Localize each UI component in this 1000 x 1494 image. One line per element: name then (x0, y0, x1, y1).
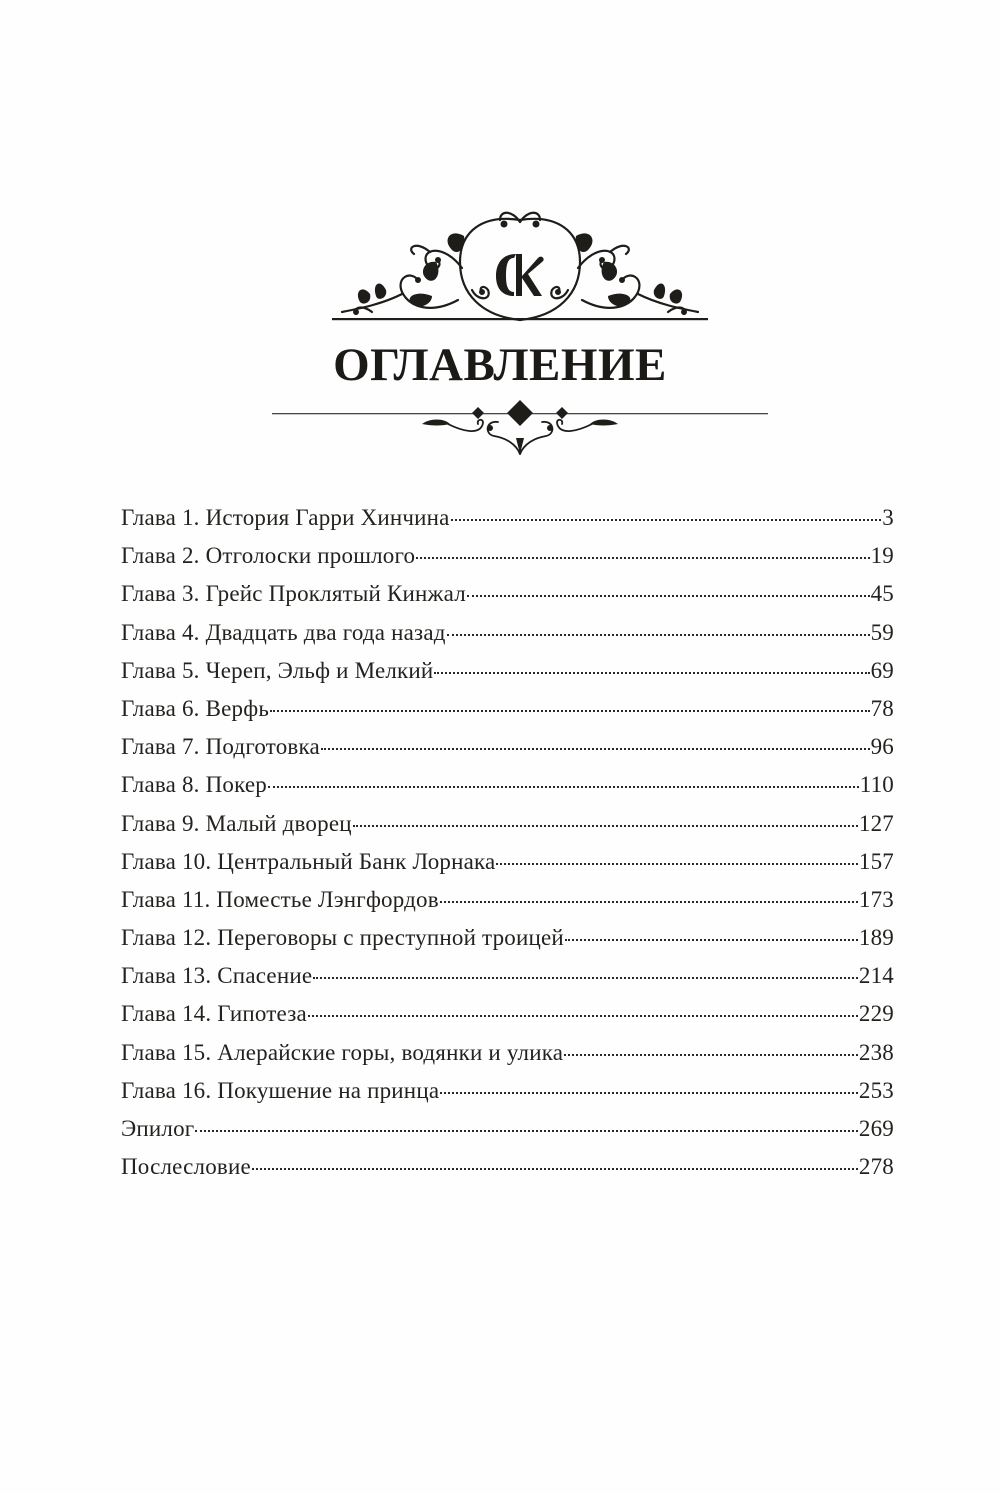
dot-leader (496, 863, 857, 865)
toc-entry[interactable] (121, 849, 894, 887)
toc-entry[interactable] (121, 1154, 894, 1192)
dot-leader (447, 634, 870, 636)
toc-entry-page: 59 (870, 619, 894, 645)
toc-entry-page: 278 (858, 1154, 894, 1180)
dot-leader (195, 1130, 857, 1132)
toc-entry-title: Глава 13. Спасение (121, 963, 313, 989)
toc-entry-title: Глава 3. Грейс Проклятый Кинжал (121, 581, 466, 607)
toc-entry-title: Глава 2. Отголоски прошлого (121, 543, 416, 569)
toc-entry-title: Глава 12. Переговоры с преступной троицей (121, 925, 564, 951)
toc-entry-page: 157 (858, 848, 894, 874)
dot-leader (313, 977, 858, 979)
dot-leader (268, 786, 859, 788)
page-title: ОГЛАВЛЕНИЕ (333, 339, 667, 391)
toc-entry[interactable] (121, 772, 894, 810)
toc-entry-page: 45 (870, 581, 894, 607)
dot-leader (252, 1168, 858, 1170)
ornament-emblem-icon (332, 204, 708, 326)
toc-entry[interactable] (121, 620, 894, 658)
toc-entry[interactable] (121, 543, 894, 581)
toc-entry-page: 173 (858, 886, 894, 912)
toc-entry-title: Глава 1. История Гарри Хинчина (121, 505, 450, 530)
toc-entry-page: 96 (870, 734, 894, 760)
dot-leader (564, 1054, 858, 1056)
toc-entry-title: Послесловие (121, 1154, 251, 1180)
toc-entry-title: Глава 6. Верфь (121, 695, 270, 721)
toc-entry[interactable] (121, 1001, 894, 1039)
toc-entry[interactable] (121, 925, 894, 963)
toc-entry[interactable] (121, 1040, 894, 1078)
toc-entry[interactable] (121, 1078, 894, 1116)
dot-leader (353, 825, 858, 827)
dot-leader (308, 1015, 858, 1017)
toc-entry-page: 110 (859, 772, 894, 798)
toc-entry[interactable] (121, 658, 894, 696)
dot-leader (321, 748, 870, 750)
toc-entry-title: Глава 14. Гипотеза (121, 1001, 307, 1027)
toc-entry[interactable] (121, 581, 894, 619)
toc-entry-title: Глава 7. Подготовка (121, 734, 320, 760)
dot-leader (440, 901, 858, 903)
dot-leader (451, 519, 882, 521)
toc-entry[interactable] (121, 734, 894, 772)
toc-entry[interactable] (121, 963, 894, 1001)
toc-entry-page: 229 (858, 1001, 894, 1027)
dot-leader (440, 1092, 858, 1094)
toc-entry-title: Глава 8. Покер (121, 772, 267, 798)
toc-entry-page: 189 (858, 925, 894, 951)
toc-entry-title: Глава 9. Малый дворец (121, 810, 352, 836)
toc-entry-title: Эпилог (121, 1116, 195, 1141)
toc-entry-title: Глава 5. Череп, Эльф и Мелкий (121, 657, 434, 683)
toc-entry-page: 3 (882, 505, 894, 530)
toc-entry[interactable] (121, 811, 894, 849)
toc-entry-page: 78 (870, 695, 894, 721)
toc-entry-page: 127 (858, 810, 894, 836)
table-of-contents (121, 505, 894, 1192)
toc-entry-title: Глава 4. Двадцать два года назад (121, 619, 446, 645)
toc-entry-page: 253 (858, 1077, 894, 1103)
toc-entry-title: Глава 15. Алерайские горы, водянки и улика (121, 1039, 564, 1065)
toc-entry[interactable] (121, 1116, 894, 1154)
dot-leader (416, 557, 869, 559)
toc-entry-page: 238 (858, 1039, 894, 1065)
dot-leader (467, 595, 870, 597)
toc-entry-title: Глава 16. Покушение на принца (121, 1077, 440, 1103)
toc-entry-page: 19 (870, 543, 894, 569)
toc-entry-title: Глава 10. Центральный Банк Лорнака (121, 848, 496, 874)
toc-entry[interactable] (121, 696, 894, 734)
toc-entry-page: 214 (858, 963, 894, 989)
toc-entry[interactable] (121, 505, 894, 543)
divider-ornament-icon (272, 394, 768, 456)
toc-entry-page: 69 (870, 657, 894, 683)
toc-entry-title: Глава 11. Поместье Лэнгфордов (121, 886, 439, 912)
dot-leader (565, 939, 858, 941)
dot-leader (434, 672, 869, 674)
toc-entry-page: 269 (858, 1116, 894, 1141)
dot-leader (270, 710, 870, 712)
toc-entry[interactable] (121, 887, 894, 925)
